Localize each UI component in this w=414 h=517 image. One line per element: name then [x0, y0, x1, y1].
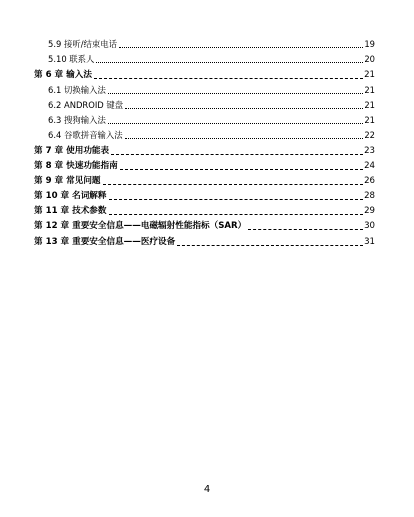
toc-entry-page: 21 — [364, 69, 375, 80]
toc-leader — [109, 199, 364, 200]
toc-leader — [94, 78, 363, 79]
toc-entry-title: 6.1 切换输入法 — [48, 84, 106, 95]
toc-leader — [125, 138, 364, 139]
toc-entry-title: 第 11 章 技术参数 — [34, 206, 107, 217]
toc-entry-title: 第 12 章 重要安全信息——电磁辐射性能指标（SAR） — [34, 221, 247, 232]
toc-entry-page: 21 — [364, 84, 375, 95]
toc-leader — [248, 229, 363, 230]
toc-leader — [109, 214, 364, 215]
toc-entry-title: 5.9 接听/结束电话 — [48, 39, 118, 50]
toc-leader — [120, 169, 363, 170]
toc-leader — [177, 245, 363, 246]
toc-entry-title: 6.4 谷歌拼音输入法 — [48, 130, 123, 141]
toc-entry-page: 23 — [364, 145, 375, 156]
toc-entry[interactable] — [34, 51, 375, 66]
toc-entry[interactable] — [34, 36, 375, 51]
toc-entry-page: 28 — [364, 191, 375, 202]
toc-leader — [108, 123, 363, 124]
toc-chapter-entry[interactable] — [34, 233, 375, 248]
toc-chapter-entry[interactable] — [34, 203, 375, 218]
toc-entry[interactable] — [34, 127, 375, 142]
toc-entry-title: 第 10 章 名词解释 — [34, 191, 107, 202]
toc-chapter-entry[interactable] — [34, 188, 375, 203]
toc-entry-page: 20 — [364, 54, 375, 65]
toc-entry-title: 5.10 联系人 — [48, 54, 95, 65]
toc-entry-page: 29 — [364, 206, 375, 217]
toc-chapter-entry[interactable] — [34, 173, 375, 188]
toc-entry-title: 6.2 ANDROID 键盘 — [48, 99, 124, 110]
toc-entry[interactable] — [34, 112, 375, 127]
toc-entry[interactable] — [34, 82, 375, 97]
toc-entry-title: 第 7 章 使用功能表 — [34, 145, 110, 156]
toc-chapter-entry[interactable] — [34, 142, 375, 157]
toc-leader — [103, 184, 364, 185]
toc-entry-page: 31 — [364, 236, 375, 247]
toc-entry-page: 24 — [364, 160, 375, 171]
toc-leader — [108, 93, 363, 94]
toc-entry-page: 22 — [364, 130, 375, 141]
toc-leader — [119, 47, 363, 48]
toc-leader — [111, 154, 363, 155]
toc-chapter-entry[interactable] — [34, 66, 375, 81]
toc-entry-page: 21 — [364, 99, 375, 110]
toc-entry-title: 第 8 章 快速功能指南 — [34, 160, 118, 171]
toc-entry-page: 21 — [364, 115, 375, 126]
toc-entry-title: 第 13 章 重要安全信息——医疗设备 — [34, 236, 176, 247]
toc-leader — [96, 62, 363, 63]
toc-chapter-entry[interactable] — [34, 158, 375, 173]
toc-entry-title: 第 9 章 常见问题 — [34, 175, 101, 186]
toc-entry-page: 30 — [364, 221, 375, 232]
toc-entry-page: 26 — [364, 175, 375, 186]
toc-entry-title: 6.3 搜狗输入法 — [48, 115, 106, 126]
table-of-contents — [34, 36, 375, 249]
toc-entry[interactable] — [34, 97, 375, 112]
toc-chapter-entry[interactable] — [34, 218, 375, 233]
page-number: 4 — [203, 484, 211, 495]
toc-entry-title: 第 6 章 输入法 — [34, 69, 92, 80]
toc-entry-page: 19 — [364, 39, 375, 50]
toc-leader — [125, 108, 363, 109]
